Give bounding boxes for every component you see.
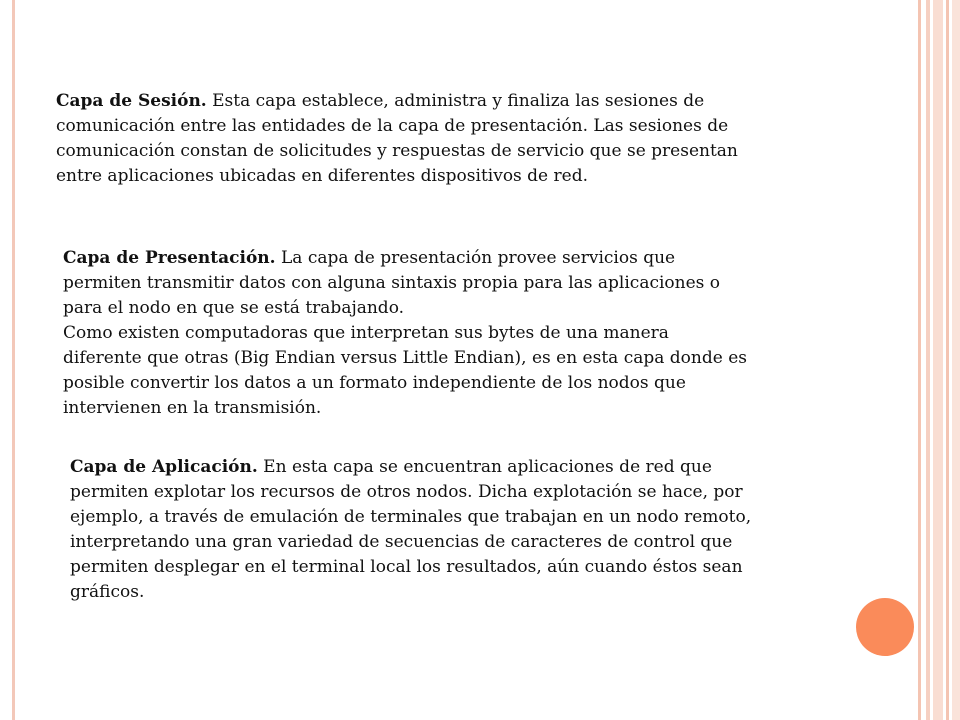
paragraph-heading: Capa de Presentación. xyxy=(63,248,276,268)
text-line: para el nodo en que se está trabajando. xyxy=(63,298,405,318)
text-line: ejemplo, a través de emulación de terminales que trabajan en un nodo remoto, xyxy=(70,507,752,527)
text-line: gráficos. xyxy=(70,582,145,602)
text-line: posible convertir los datos a un formato independiente de los nodos que xyxy=(63,373,686,393)
text-line: permiten desplegar en el terminal local los resultados, aún cuando éstos sean xyxy=(70,557,743,577)
text-line: Como existen computadoras que interpretan sus bytes de una manera xyxy=(63,323,669,343)
text-line: En esta capa se encuentran aplicaciones de red que xyxy=(257,457,712,477)
text-line: permiten explotar los recursos de otros nodos. Dicha explotación se hace, por xyxy=(70,482,743,502)
paragraph-capa-presentacion xyxy=(63,246,853,421)
text-line: entre aplicaciones ubicadas en diferentes dispositivos de red. xyxy=(56,166,588,186)
text-line: diferente que otras (Big Endian versus Little Endian), es en esta capa donde es xyxy=(63,348,747,368)
text-line: Esta capa establece, administra y finaliza las sesiones de xyxy=(206,91,705,111)
left-border-line xyxy=(12,0,15,720)
stripe xyxy=(952,0,960,720)
paragraph-capa-sesion xyxy=(56,89,826,189)
orange-circle-decoration xyxy=(856,598,914,656)
stripe xyxy=(933,0,943,720)
text-line: La capa de presentación provee servicios que xyxy=(275,248,676,268)
text-line: comunicación entre las entidades de la capa de presentación. Las sesiones de xyxy=(56,116,729,136)
stripe xyxy=(946,0,949,720)
text-line: interpretando una gran variedad de secuencias de caracteres de control que xyxy=(70,532,733,552)
paragraph-heading: Capa de Sesión. xyxy=(56,91,207,111)
stripe xyxy=(918,0,921,720)
text-line: permiten transmitir datos con alguna sintaxis propia para las aplicaciones o xyxy=(63,273,721,293)
right-decorative-stripes xyxy=(918,0,960,720)
paragraph-heading: Capa de Aplicación. xyxy=(70,457,258,477)
text-line: intervienen en la transmisión. xyxy=(63,398,322,418)
paragraph-capa-aplicacion xyxy=(70,455,850,605)
stripe xyxy=(926,0,930,720)
text-line: comunicación constan de solicitudes y respuestas de servicio que se presentan xyxy=(56,141,738,161)
